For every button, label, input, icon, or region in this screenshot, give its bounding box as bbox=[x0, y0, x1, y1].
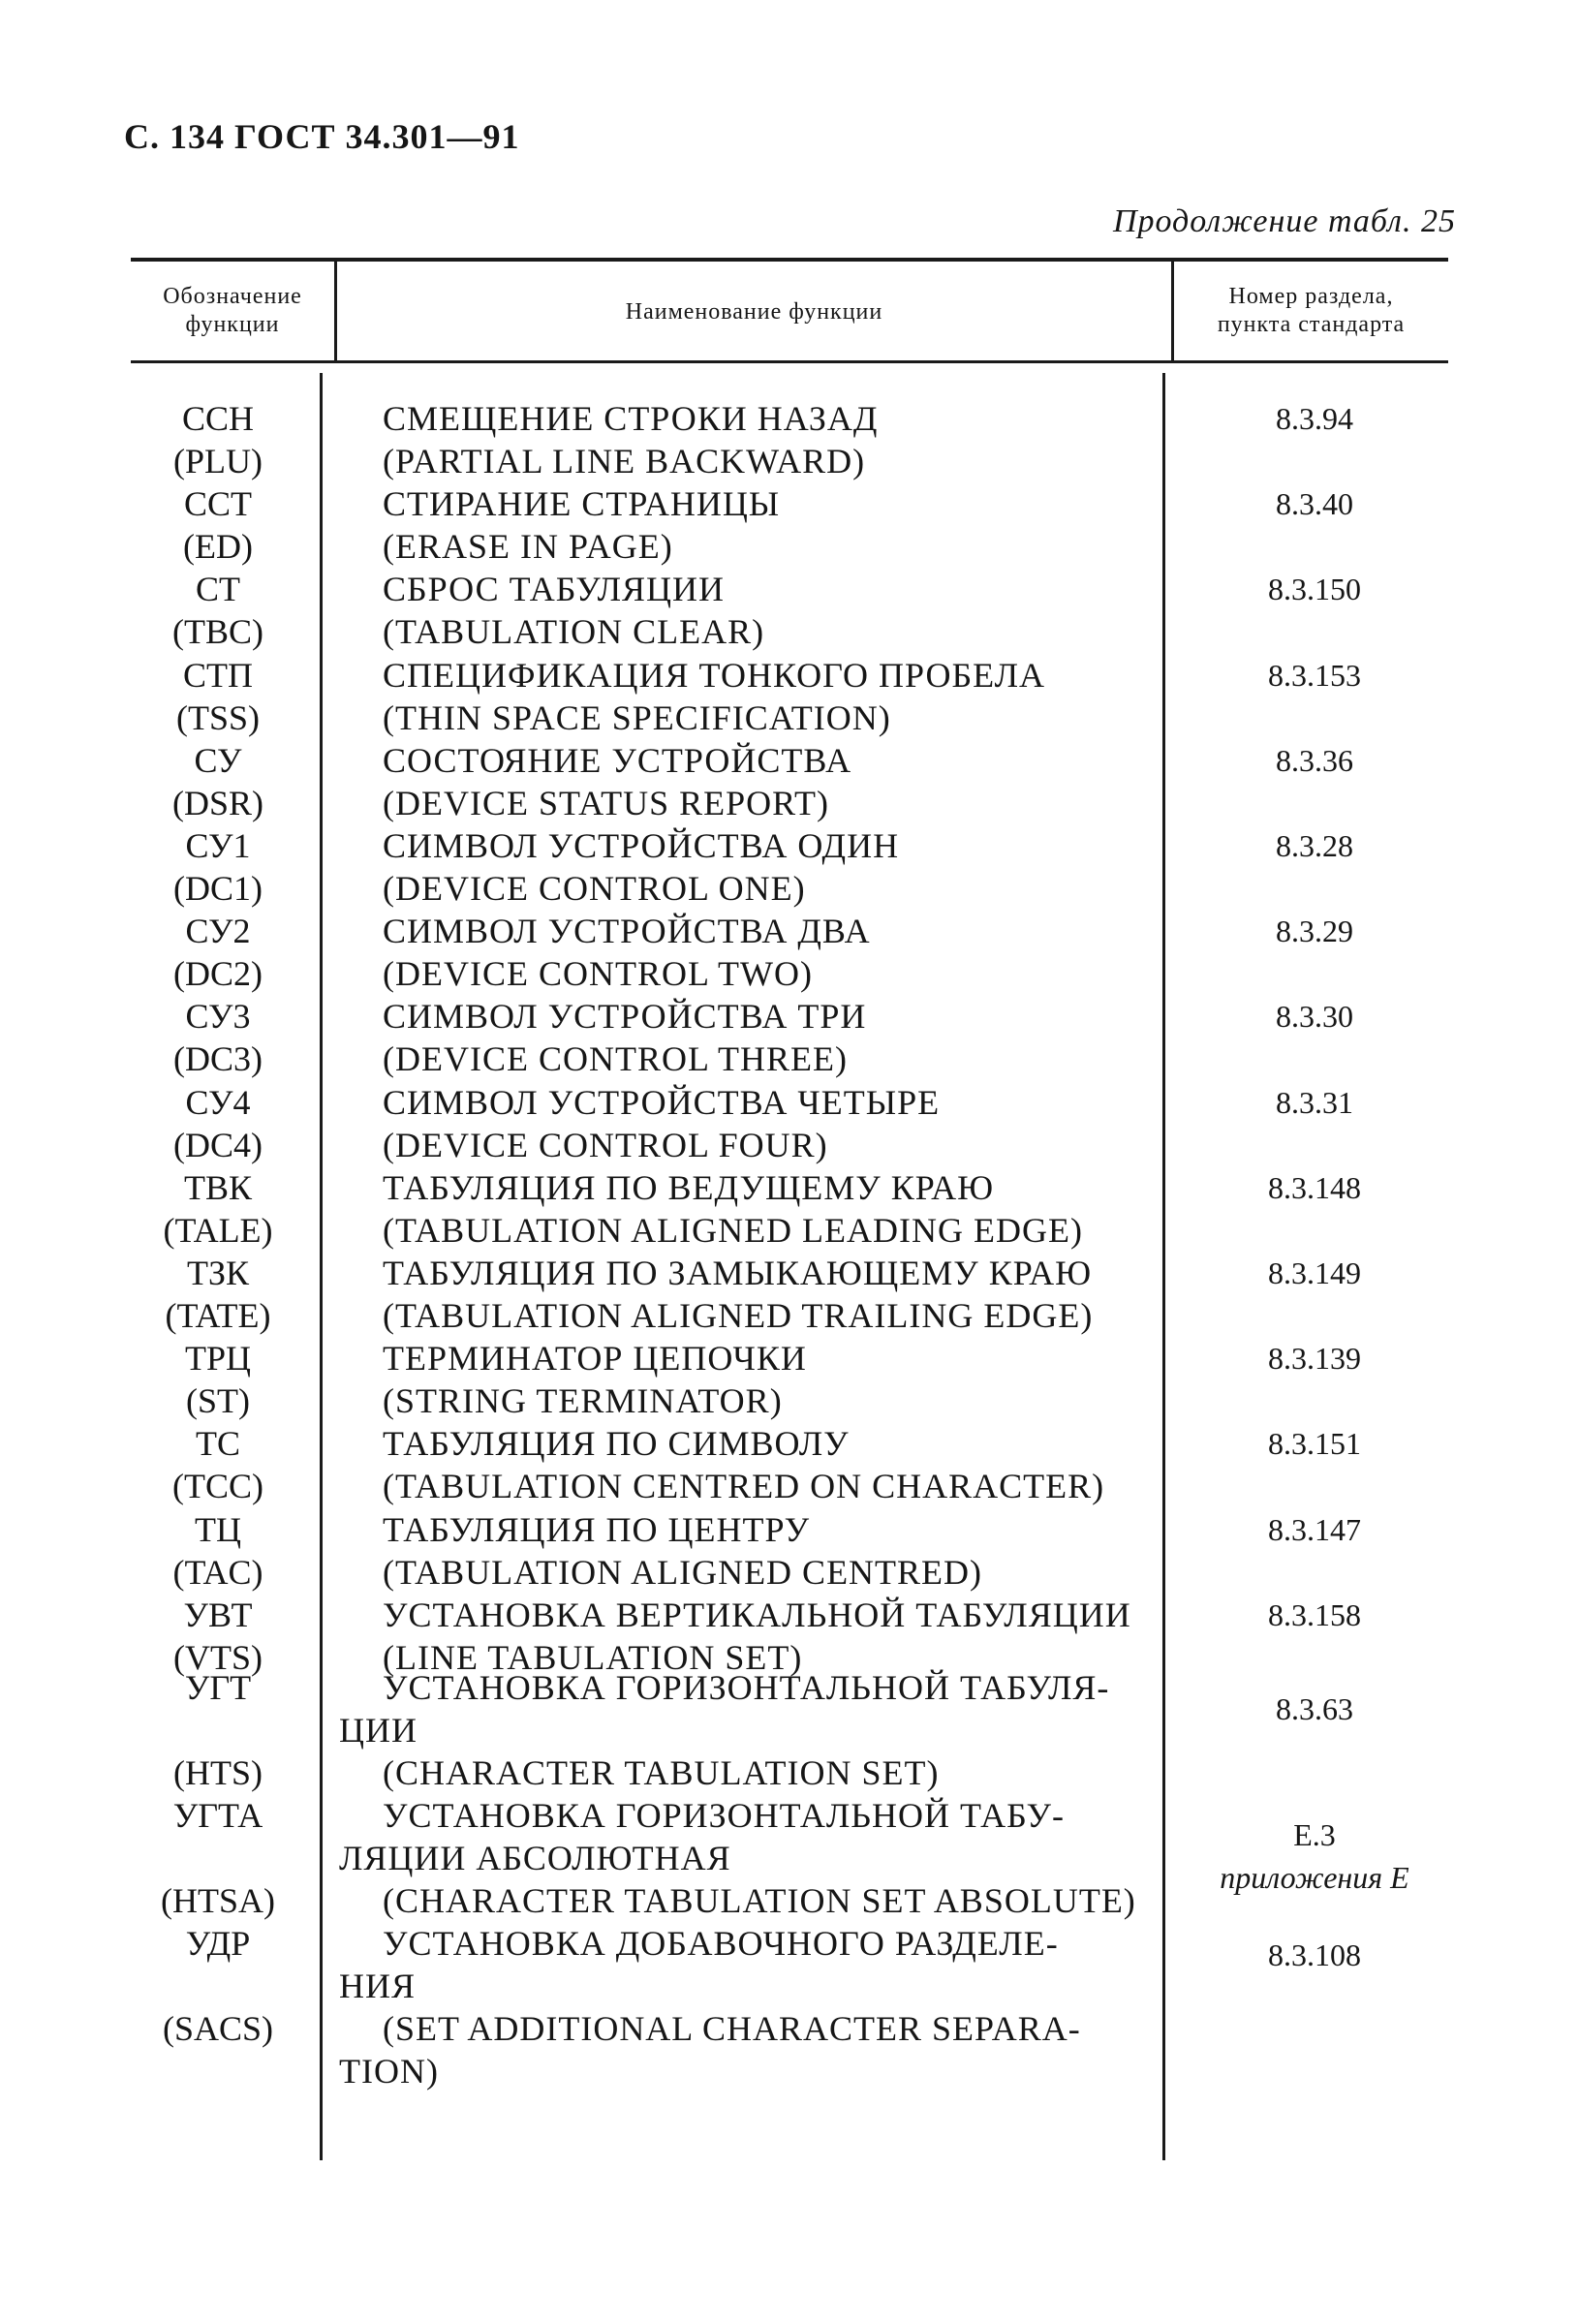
function-name: СОСТОЯНИЕ УСТРОЙСТВА bbox=[383, 740, 852, 780]
table-row bbox=[0, 1666, 1578, 1794]
function-code: УГТА bbox=[172, 1796, 263, 1835]
function-name-en: (PARTIAL LINE BACKWARD) bbox=[383, 442, 866, 480]
function-name-en: (THIN SPACE SPECIFICATION) bbox=[383, 697, 891, 737]
function-name: ТАБУЛЯЦИЯ ПО ЦЕНТРУ bbox=[383, 1509, 811, 1549]
function-code-alt: (TBC) bbox=[172, 612, 263, 652]
section-ref-appendix: приложения Е bbox=[1220, 1860, 1409, 1895]
section-ref: 8.3.149 bbox=[1268, 1255, 1361, 1290]
section-ref: 8.3.29 bbox=[1276, 914, 1353, 949]
section-ref: 8.3.108 bbox=[1268, 1937, 1361, 1972]
function-name: СТИРАНИЕ СТРАНИЦЫ bbox=[383, 484, 781, 524]
function-code-alt: (DC4) bbox=[173, 1125, 263, 1164]
function-name: ТАБУЛЯЦИЯ ПО ЗАМЫКАЮЩЕМУ КРАЮ bbox=[383, 1254, 1093, 1292]
section-ref: 8.3.30 bbox=[1276, 999, 1353, 1035]
function-name-en-cont: TION) bbox=[339, 2052, 439, 2091]
function-code-alt: (TCC) bbox=[172, 1467, 263, 1506]
table-row bbox=[0, 995, 1578, 1080]
function-name: СИМВОЛ УСТРОЙСТВА ЧЕТЫРЕ bbox=[383, 1082, 941, 1122]
table-row bbox=[0, 1081, 1578, 1166]
function-name-en: (CHARACTER TABULATION SET ABSOLUTE) bbox=[383, 1881, 1136, 1920]
function-name-en: (DEVICE CONTROL FOUR) bbox=[383, 1125, 828, 1164]
page-title: С. 134 ГОСТ 34.301—91 bbox=[124, 117, 520, 156]
function-name: СИМВОЛ УСТРОЙСТВА ТРИ bbox=[383, 997, 867, 1037]
function-code: СУ3 bbox=[185, 997, 251, 1037]
function-code-alt: (PLU) bbox=[173, 442, 263, 480]
function-code: СТП bbox=[183, 655, 253, 695]
function-name-en: (DEVICE CONTROL TWO) bbox=[383, 954, 813, 994]
function-name-en: (TABULATION ALIGNED LEADING EDGE) bbox=[383, 1210, 1083, 1250]
function-code: ТС bbox=[195, 1424, 240, 1464]
function-code: УДР bbox=[185, 1924, 251, 1963]
function-code: ССН bbox=[181, 399, 255, 438]
function-name: ТАБУЛЯЦИЯ ПО СИМВОЛУ bbox=[383, 1424, 850, 1464]
column-header-name: Наименование функции bbox=[625, 299, 883, 325]
function-name: УСТАНОВКА ГОРИЗОНТАЛЬНОЙ ТАБУ- bbox=[383, 1796, 1066, 1835]
function-name-en: (CHARACTER TABULATION SET) bbox=[383, 1753, 940, 1792]
function-name-en: (TABULATION CENTRED ON CHARACTER) bbox=[383, 1467, 1105, 1506]
function-code-alt: (ST) bbox=[186, 1381, 250, 1421]
function-code-alt: (TSS) bbox=[175, 697, 260, 737]
section-ref: 8.3.36 bbox=[1276, 742, 1353, 778]
function-name-en: (TABULATION ALIGNED TRAILING EDGE) bbox=[383, 1296, 1094, 1335]
function-name-en: (STRING TERMINATOR) bbox=[383, 1381, 783, 1421]
table-row bbox=[0, 1337, 1578, 1422]
function-code: СУ1 bbox=[185, 826, 251, 865]
function-name: ТЕРМИНАТОР ЦЕПОЧКИ bbox=[383, 1339, 807, 1379]
section-ref: 8.3.63 bbox=[1276, 1691, 1353, 1726]
section-ref: 8.3.158 bbox=[1268, 1596, 1361, 1632]
function-code-alt: (VTS) bbox=[173, 1637, 263, 1677]
section-ref: 8.3.28 bbox=[1276, 828, 1353, 863]
function-name-en: (ERASE IN PAGE) bbox=[383, 527, 673, 567]
function-name: УСТАНОВКА ВЕРТИКАЛЬНОЙ ТАБУЛЯЦИИ bbox=[383, 1595, 1131, 1634]
section-ref: 8.3.150 bbox=[1268, 572, 1361, 607]
function-code-alt: (TAC) bbox=[172, 1552, 263, 1592]
function-name-cont: ЦИИ bbox=[339, 1711, 418, 1750]
function-code-alt: (DC3) bbox=[173, 1039, 263, 1079]
section-ref: 8.3.148 bbox=[1268, 1169, 1361, 1205]
table-row bbox=[0, 1252, 1578, 1337]
function-code: СУ bbox=[194, 740, 242, 780]
table-row bbox=[0, 482, 1578, 568]
header-bottom-rule bbox=[131, 360, 1448, 363]
section-ref: 8.3.31 bbox=[1276, 1084, 1353, 1120]
function-code: ТЦ bbox=[195, 1509, 241, 1549]
table-row bbox=[0, 1794, 1578, 1922]
function-code: УВТ bbox=[183, 1595, 253, 1634]
function-code: ТРЦ bbox=[184, 1339, 251, 1379]
function-code: СУ4 bbox=[185, 1082, 251, 1122]
function-code-alt: (DC2) bbox=[173, 954, 263, 994]
function-code-alt: (SACS) bbox=[162, 2009, 274, 2048]
function-code-alt: (ED) bbox=[183, 527, 253, 567]
function-code: ТВК bbox=[183, 1167, 252, 1207]
function-name-en: (SET ADDITIONAL CHARACTER SEPARA- bbox=[383, 2009, 1081, 2048]
function-name: ТАБУЛЯЦИЯ ПО ВЕДУЩЕМУ КРАЮ bbox=[383, 1167, 995, 1207]
table-row bbox=[0, 1508, 1578, 1594]
table-row bbox=[0, 1422, 1578, 1507]
function-code: ССТ bbox=[183, 484, 252, 524]
section-ref: 8.3.147 bbox=[1268, 1511, 1361, 1547]
table-row bbox=[0, 1922, 1578, 2092]
section-ref: 8.3.139 bbox=[1268, 1341, 1361, 1377]
function-name: УСТАНОВКА ДОБАВОЧНОГО РАЗДЕЛЕ- bbox=[383, 1924, 1059, 1963]
function-code-alt: (DSR) bbox=[171, 783, 263, 822]
section-ref: 8.3.40 bbox=[1276, 486, 1353, 522]
table-top-rule bbox=[131, 258, 1448, 262]
function-name: СМЕЩЕНИЕ СТРОКИ НАЗАД bbox=[383, 399, 879, 438]
function-code-alt: (HTSA) bbox=[161, 1881, 275, 1920]
section-ref: Е.3 bbox=[1293, 1817, 1336, 1852]
column-header-designation: Обозначение функции bbox=[163, 284, 302, 337]
section-ref: 8.3.151 bbox=[1268, 1426, 1361, 1462]
function-name-en: (LINE TABULATION SET) bbox=[383, 1637, 803, 1677]
function-name-en: (TABULATION CLEAR) bbox=[383, 612, 765, 652]
function-name: СПЕЦИФИКАЦИЯ ТОНКОГО ПРОБЕЛА bbox=[383, 655, 1046, 695]
table-row bbox=[0, 824, 1578, 910]
table-row bbox=[0, 739, 1578, 824]
function-name-cont: ЛЯЦИИ АБСОЛЮТНАЯ bbox=[339, 1839, 731, 1877]
table-row bbox=[0, 397, 1578, 482]
table-row bbox=[0, 568, 1578, 653]
function-code: ТЗК bbox=[186, 1254, 250, 1292]
function-code-alt: (TALE) bbox=[163, 1210, 273, 1250]
function-code-alt: (HTS) bbox=[173, 1753, 263, 1792]
function-code: СУ2 bbox=[185, 912, 251, 951]
function-name: СИМВОЛ УСТРОЙСТВА ОДИН bbox=[383, 826, 900, 865]
function-name-cont: НИЯ bbox=[339, 1967, 417, 2005]
function-code-alt: (TATE) bbox=[165, 1296, 271, 1335]
section-ref: 8.3.153 bbox=[1268, 657, 1361, 693]
table-continuation-caption: Продолжение табл. 25 bbox=[1112, 203, 1456, 239]
function-name: СИМВОЛ УСТРОЙСТВА ДВА bbox=[383, 912, 871, 951]
function-code: УГТ bbox=[184, 1668, 252, 1707]
table-row bbox=[0, 1166, 1578, 1252]
column-header-section: Номер раздела, пункта стандарта bbox=[1217, 284, 1406, 337]
table-row bbox=[0, 910, 1578, 995]
function-name-en: (DEVICE STATUS REPORT) bbox=[383, 783, 829, 822]
function-name-en: (DEVICE CONTROL ONE) bbox=[383, 869, 806, 908]
function-code: СТ bbox=[195, 570, 240, 609]
section-ref: 8.3.94 bbox=[1276, 401, 1353, 436]
function-name-en: (TABULATION ALIGNED CENTRED) bbox=[383, 1552, 983, 1592]
table-row bbox=[0, 654, 1578, 739]
function-code-alt: (DC1) bbox=[173, 869, 263, 908]
function-name: УСТАНОВКА ГОРИЗОНТАЛЬНОЙ ТАБУЛЯ- bbox=[383, 1668, 1110, 1707]
function-name: СБРОС ТАБУЛЯЦИИ bbox=[383, 570, 726, 609]
function-name-en: (DEVICE CONTROL THREE) bbox=[383, 1039, 848, 1079]
